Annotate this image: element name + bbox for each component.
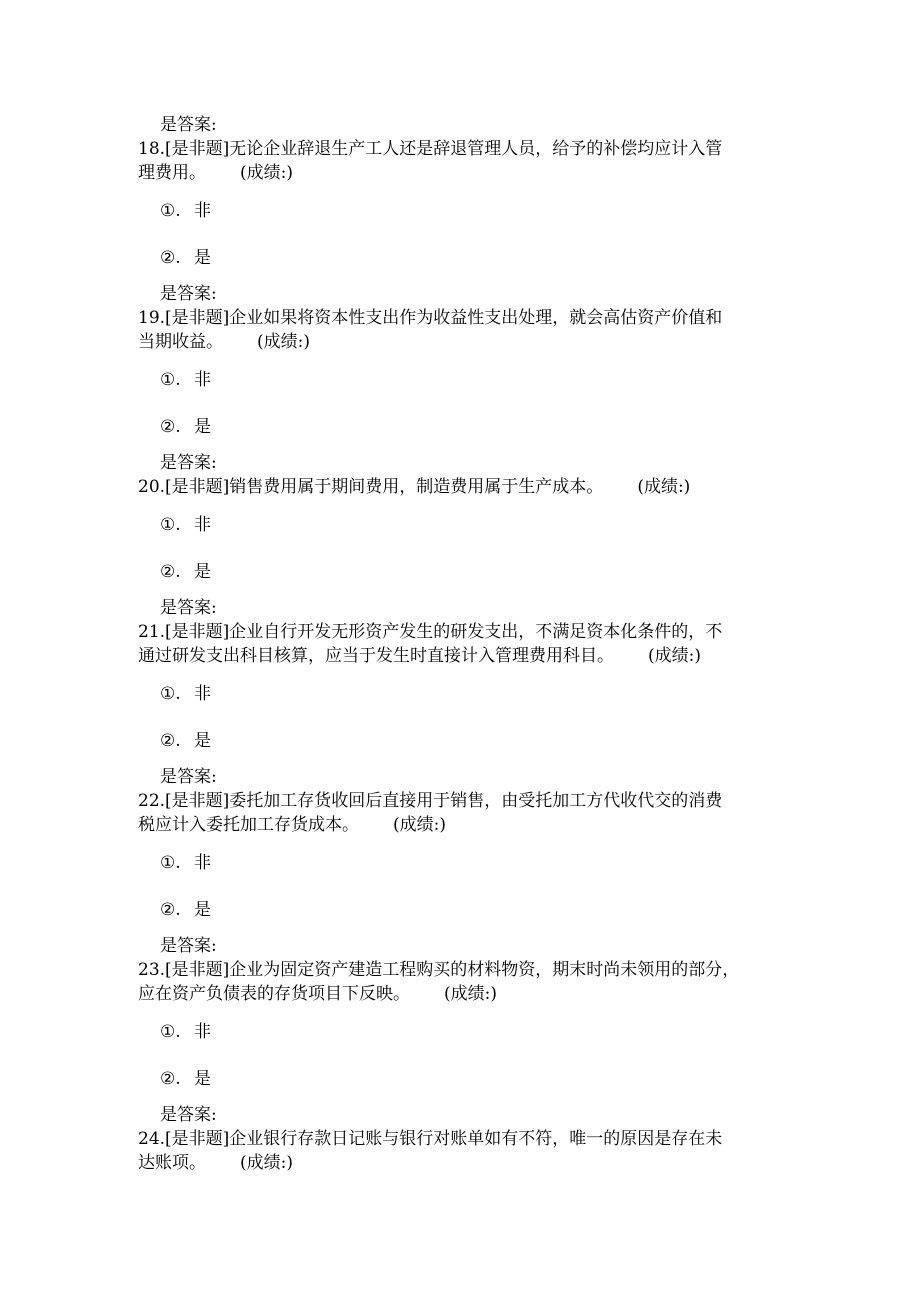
- question-19-option-1[interactable]: [160, 368, 211, 392]
- answer-label: 是答案:: [160, 115, 217, 135]
- question-23-line2: [138, 982, 497, 1006]
- question-18-option-1[interactable]: [160, 199, 211, 223]
- option-number: ①.: [160, 201, 181, 221]
- question-20-score: (成绩:): [637, 477, 691, 497]
- question-18-answer: 是答案:: [160, 284, 217, 304]
- question-23-answer: 是答案:: [160, 1105, 217, 1125]
- option-text: 是: [194, 1069, 211, 1089]
- question-24-line2: [138, 1151, 293, 1175]
- question-18-option-2[interactable]: [160, 246, 211, 270]
- question-24-score: (成绩:): [240, 1153, 293, 1173]
- question-20-option-1[interactable]: [160, 513, 211, 537]
- question-19-option-2[interactable]: [160, 415, 211, 439]
- question-19-text: 当期收益。: [138, 332, 223, 352]
- question-23-option-2[interactable]: [160, 1067, 211, 1091]
- question-22-text: 税应计入委托加工存货成本。: [138, 815, 359, 835]
- option-text: 非: [194, 201, 211, 221]
- question-22-option-2[interactable]: [160, 898, 211, 922]
- question-21-score: (成绩:): [648, 646, 701, 666]
- question-19-line1: 19.[是非题]企业如果将资本性支出作为收益性支出处理，就会高估资产价值和: [138, 308, 723, 328]
- question-22-line2: [138, 813, 446, 837]
- option-number: ②.: [160, 731, 181, 751]
- question-21-option-2[interactable]: [160, 729, 211, 753]
- option-number: ②.: [160, 417, 181, 437]
- question-20-text: 20.[是非题]销售费用属于期间费用，制造费用属于生产成本。: [138, 477, 604, 497]
- option-text: 是: [194, 417, 211, 437]
- question-19-line2: [138, 330, 310, 354]
- question-19-answer: 是答案:: [160, 453, 217, 473]
- question-22-line1: 22.[是非题]委托加工存货收回后直接用于销售，由受托加工方代收代交的消费: [138, 791, 723, 811]
- option-number: ①.: [160, 684, 181, 704]
- option-number: ①.: [160, 1022, 181, 1042]
- option-text: 是: [194, 562, 211, 582]
- question-18-score: (成绩:): [240, 163, 293, 183]
- option-text: 非: [194, 515, 211, 535]
- option-number: ②.: [160, 248, 181, 268]
- question-20-line1: [138, 475, 690, 499]
- question-24-line1: 24.[是非题]企业银行存款日记账与银行对账单如有不符，唯一的原因是存在未: [138, 1129, 723, 1149]
- question-19-score: (成绩:): [257, 332, 310, 352]
- question-22-score: (成绩:): [393, 815, 446, 835]
- question-20-answer: 是答案:: [160, 598, 217, 618]
- question-23-option-1[interactable]: [160, 1020, 211, 1044]
- question-18-line2: [138, 161, 293, 185]
- question-21-option-1[interactable]: [160, 682, 211, 706]
- option-number: ①.: [160, 370, 181, 390]
- question-22-option-1[interactable]: [160, 851, 211, 875]
- option-text: 非: [194, 684, 211, 704]
- option-number: ②.: [160, 900, 181, 920]
- option-text: 非: [194, 370, 211, 390]
- option-text: 非: [194, 853, 211, 873]
- option-text: 是: [194, 248, 211, 268]
- question-23-score: (成绩:): [444, 984, 497, 1004]
- option-number: ②.: [160, 1069, 181, 1089]
- option-number: ①.: [160, 515, 181, 535]
- question-21-text: 通过研发支出科目核算，应当于发生时直接计入管理费用科目。: [138, 646, 614, 666]
- question-22-answer: 是答案:: [160, 936, 217, 956]
- question-23-line1: 23.[是非题]企业为固定资产建造工程购买的材料物资，期末时尚未领用的部分，: [138, 960, 740, 980]
- option-number: ②.: [160, 562, 181, 582]
- question-21-line1: 21.[是非题]企业自行开发无形资产发生的研发支出，不满足资本化条件的，不: [138, 622, 723, 642]
- question-24-text: 达账项。: [138, 1153, 206, 1173]
- question-21-line2: [138, 644, 701, 668]
- question-20-option-2[interactable]: [160, 560, 211, 584]
- option-text: 是: [194, 731, 211, 751]
- question-21-answer: 是答案:: [160, 767, 217, 787]
- option-text: 非: [194, 1022, 211, 1042]
- question-18-text: 理费用。: [138, 163, 206, 183]
- question-18-line1: 18.[是非题]无论企业辞退生产工人还是辞退管理人员，给予的补偿均应计入管: [138, 139, 723, 159]
- question-23-text: 应在资产负债表的存货项目下反映。: [138, 984, 410, 1004]
- option-number: ①.: [160, 853, 181, 873]
- option-text: 是: [194, 900, 211, 920]
